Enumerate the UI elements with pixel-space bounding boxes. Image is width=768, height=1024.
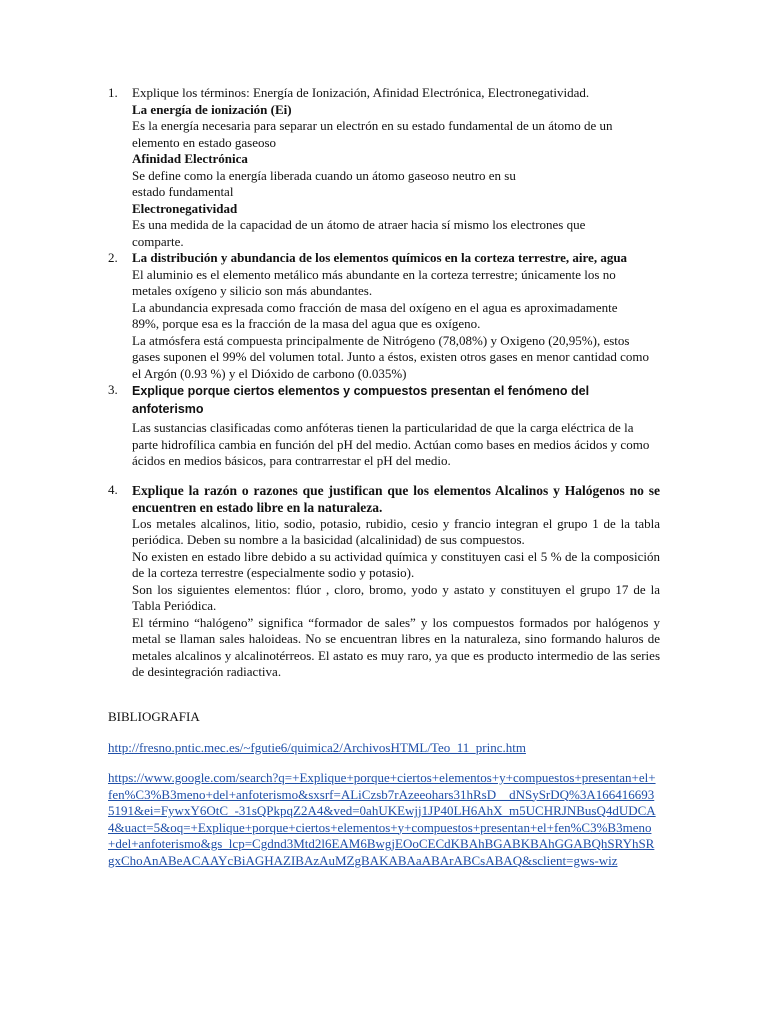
paragraph: No existen en estado libre debido a su actividad química y constituyen casi el 5 % de la composición de la corteza terrestre (especialmente sodio y potasio). xyxy=(132,548,660,580)
question-number: 4. xyxy=(108,481,118,497)
bibliography-title: BIBLIOGRAFIA xyxy=(108,709,200,724)
question-heading: Explique la razón o razones que justifican que los elementos Alcalinos y Halógenos no se encuentren en estado libre en la naturaleza. xyxy=(132,482,660,515)
question-list xyxy=(108,85,660,681)
question-number: 3. xyxy=(108,382,118,397)
paragraph: El término “halógeno” significa “formador de sales” y los compuestos formados por halógenos y metal se llaman sales haloideas. No se encuentran libres en la naturaleza, sino formando haluros de metales alcalinos y alcalinotérreos. El astato es muy raro, ya que es producto intermedio de las series de desintegración radiactiva. xyxy=(132,614,660,679)
question-item-3 xyxy=(108,382,660,470)
question-heading: Explique porque ciertos elementos y compuestos presentan el fenómeno del anfoterismo xyxy=(132,384,590,416)
section-text: Es una medida de la capacidad de un átomo de atraer hacia sí mismo los electrones que comparte. xyxy=(132,217,586,249)
bibliography-link[interactable]: https://www.google.com/search?q=+Explique+porque+ciertos+elementos+y+compuestos+presentan+el+fen%C3%B3meno+del+anfoterismo&sxsrf=ALiCzsb7rAzeeohars31hRsD__dNSySrDQ%3A1664166935191&ei=FywxY6OtC_-31sQPkpqZ2A4&ved=0ahUKEwjj1JP40LH6AhX_m5UCHRJNBusQ4dUDCA4&uact=5&oq=+Explique+porque+ciertos+elementos+y+compuestos+presentan+el+fen%C3%B3meno+del+anfoterismo&gs_lcp=Cgdnd3Mtd2l6EAM6BwgjEOoCECdKBAhBGABKBAhGGABQhSRYhSRgxChoAnABeACAAYcBiAGHAZIBAzAuMZgBAKABAaABArABCsABAQ&sclient=gws-wiz xyxy=(108,770,656,868)
paragraph: La abundancia expresada como fracción de masa del oxígeno en el agua es aproximadamente 89%, porque esa es la fracción de la masa del agua que es oxígeno. xyxy=(132,299,618,331)
paragraph: Son los siguientes elementos: flúor , cloro, bromo, yodo y astato y constituyen el grupo 17 de la Tabla Periódica. xyxy=(132,581,660,613)
paragraph: Los metales alcalinos, litio, sodio, potasio, rubidio, cesio y francio integran el grupo 1 de la tabla periódica. Deben su nombre a la basicidad (alcalinidad) de sus compuestos. xyxy=(132,515,660,547)
paragraph: La atmósfera está compuesta principalmente de Nitrógeno (78,08%) y Oxigeno (20,95%), estos gases suponen el 99% del volumen total. Junto a éstos, existen otros gases en menor cantidad como el Argón (0.93 %) y el Dióxido de carbono (0.035%) xyxy=(132,332,649,381)
section-heading: Afinidad Electrónica xyxy=(132,151,248,166)
section-text: Es la energía necesaria para separar un electrón en su estado fundamental de un átomo de un elemento en estado gaseoso xyxy=(132,118,613,150)
paragraph: Las sustancias clasificadas como anfóteras tienen la particularidad de que la carga eléctrica de la parte hidrofílica cambia en función del pH del medio. Actúan como bases en medios ácidos y como ácidos en medios básicos, para contrarrestar el pH del medio. xyxy=(132,420,650,468)
question-number: 1. xyxy=(108,85,118,100)
question-item-4 xyxy=(108,482,660,681)
question-item-2 xyxy=(108,250,660,382)
question-heading: La distribución y abundancia de los elementos químicos en la corteza terrestre, aire, agua xyxy=(132,250,628,265)
paragraph: El aluminio es el elemento metálico más abundante en la corteza terrestre; únicamente los no metales oxígeno y silicio son más abundantes. xyxy=(132,266,616,298)
question-number: 2. xyxy=(108,250,118,265)
section-text: Se define como la energía liberada cuando un átomo gaseoso neutro en su estado fundamental xyxy=(132,167,516,199)
question-item-1 xyxy=(108,85,660,250)
bibliography xyxy=(108,709,668,869)
section-heading: La energía de ionización (Ei) xyxy=(132,101,292,117)
section-heading: Electronegatividad xyxy=(132,200,238,216)
bibliography-link[interactable]: http://fresno.pntic.mec.es/~fgutie6/quimica2/ArchivosHTML/Teo_11_princ.htm xyxy=(108,739,526,755)
question-text: Explique los términos: Energía de Ionización, Afinidad Electrónica, Electronegatividad. xyxy=(132,85,590,100)
